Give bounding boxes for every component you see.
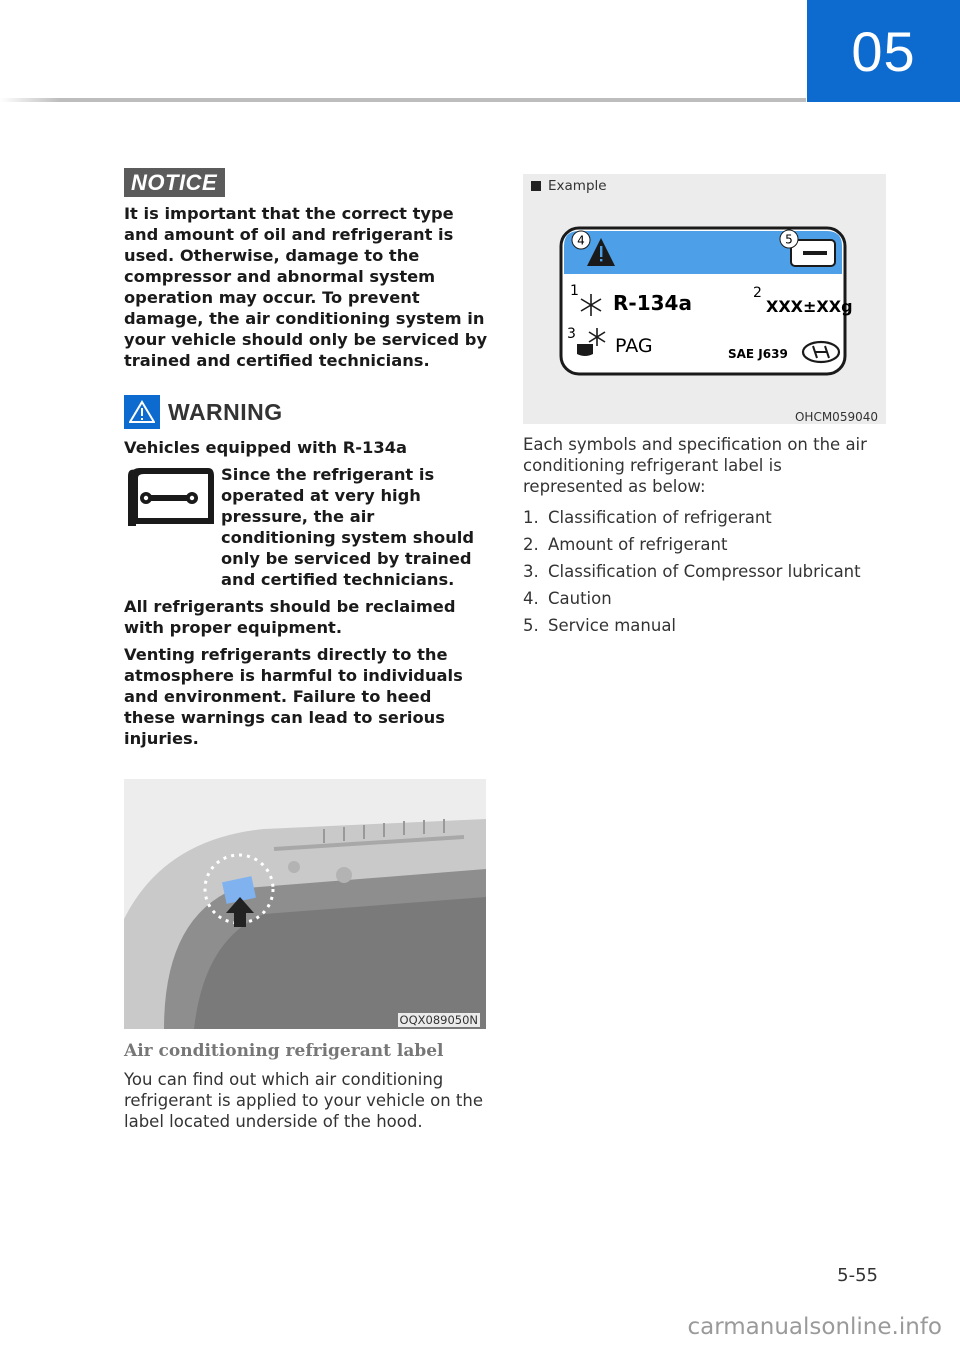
hood-underside-photo bbox=[124, 779, 486, 1029]
label-number-4: 4 bbox=[577, 233, 585, 248]
list-item: 1. Classification of refrigerant bbox=[523, 508, 772, 527]
chapter-number: 05 bbox=[851, 19, 916, 83]
refrigerant-label bbox=[553, 226, 853, 376]
oil-drop-icon bbox=[577, 344, 593, 356]
square-bullet-icon bbox=[531, 181, 541, 191]
warning-para-venting: Venting refrigerants directly to the atmosphere is harmful to individuals and environment. Failure to heed these warnings can lead to serious injuries. bbox=[124, 645, 463, 748]
warning-subtitle: Vehicles equipped with R-134a bbox=[124, 438, 408, 457]
warning-title: WARNING bbox=[168, 398, 283, 425]
notice-badge: NOTICE bbox=[124, 168, 225, 197]
symbol-list bbox=[523, 507, 886, 636]
label-refrigerant: R-134a bbox=[613, 291, 692, 315]
page-number: 5-55 bbox=[837, 1265, 878, 1286]
watermark: carmanualsonline.info bbox=[687, 1314, 942, 1340]
notice-text: It is important that the correct type and amount of oil and refrigerant is used. Otherwise, damage to the compressor and abnormal system operation may occur. To prevent damage, the air conditioning system in your vehicle should only be serviced by trained and certified technicians. bbox=[124, 204, 488, 370]
label-standard: SAE J639 bbox=[728, 347, 788, 361]
label-number-3: 3 bbox=[567, 326, 576, 342]
service-icon-row bbox=[124, 464, 488, 590]
example-caption bbox=[531, 178, 607, 194]
label-number-1: 1 bbox=[570, 283, 579, 299]
warning-para-reclaim: All refrigerants should be reclaimed with proper equipment. bbox=[124, 597, 456, 637]
warning-triangle-icon bbox=[124, 395, 160, 429]
left-column bbox=[124, 168, 488, 1132]
right-column bbox=[523, 174, 886, 642]
description-text: Each symbols and specification on the air conditioning refrigerant label is represented as below: bbox=[523, 435, 867, 496]
example-code: OHCM059040 bbox=[794, 410, 878, 424]
warning-header bbox=[124, 395, 488, 429]
label-number-5: 5 bbox=[785, 232, 793, 247]
section-title: Air conditioning refrigerant label bbox=[124, 1041, 444, 1061]
header-rule bbox=[0, 98, 806, 102]
photo-code: OQX089050N bbox=[399, 1013, 478, 1027]
icon-warning-text: Since the refrigerant is operated at very high pressure, the air conditioning system should only be serviced by trained and certified technicians. bbox=[221, 465, 475, 589]
list-item: 4. Caution bbox=[523, 589, 612, 608]
list-item: 2. Amount of refrigerant bbox=[523, 535, 728, 554]
list-item: 5. Service manual bbox=[523, 616, 677, 635]
label-amount: XXX±XXg bbox=[766, 297, 853, 316]
label-number-2: 2 bbox=[753, 285, 762, 301]
label-lubricant: PAG bbox=[615, 335, 653, 357]
service-manual-icon bbox=[124, 464, 214, 590]
example-figure bbox=[523, 174, 886, 424]
example-caption-text: Example bbox=[548, 178, 607, 194]
list-item: 3. Classification of Compressor lubricant bbox=[523, 562, 861, 581]
chapter-tab bbox=[807, 0, 960, 102]
section-body: You can find out which air conditioning refrigerant is applied to your vehicle on the label located underside of the hood. bbox=[124, 1070, 484, 1131]
